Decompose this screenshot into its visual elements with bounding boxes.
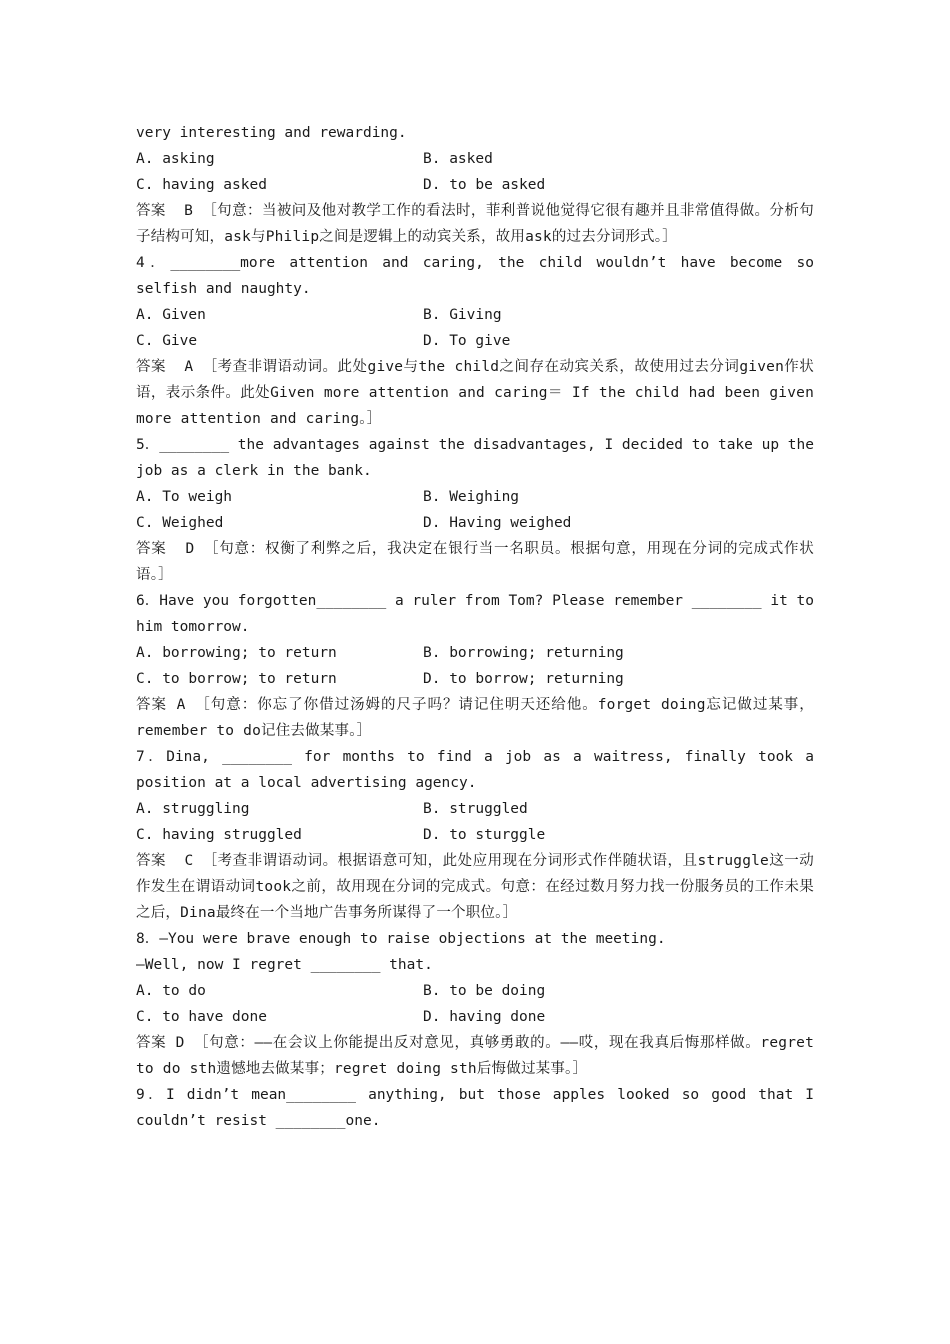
question-6-stem: 6．Have you forgotten________ a ruler from Tom? Please remember ________ it to him tomorrow. — [136, 593, 823, 635]
question-3-options-row-2 — [136, 172, 814, 198]
option-b: B. struggled — [423, 801, 528, 817]
option-b: B. Weighing — [423, 489, 520, 505]
option-b: B. asked — [423, 151, 493, 167]
question-3-options-row-1 — [136, 146, 814, 172]
option-c: C. Give — [136, 333, 198, 349]
question-8-options-row-1 — [136, 978, 814, 1004]
option-c: C. to have done — [136, 1009, 267, 1025]
question-8-options-row-2 — [136, 1004, 814, 1030]
question-5-answer: 答案 D ［句意：权衡了利弊之后，我决定在银行当一名职员。根据句意，用现在分词的完成式作状语。］ — [136, 541, 814, 583]
question-8-reply: —Well, now I regret ________ that. — [136, 957, 433, 973]
option-a: A. borrowing; to return — [136, 645, 337, 661]
option-b: B. to be doing — [423, 983, 546, 999]
question-4-options-row-2 — [136, 328, 814, 354]
question-4-answer: 答案 A ［考查非谓语动词。此处give与the child之间存在动宾关系，故使用过去分词given作状语，表示条件。此处Given more attention and caring＝ If the child had been given more attention and caring。］ — [136, 359, 823, 427]
option-d: D. to sturggle — [423, 827, 546, 843]
option-c: C. having asked — [136, 177, 267, 193]
option-a: A. to do — [136, 983, 206, 999]
option-b: B. borrowing; returning — [423, 645, 624, 661]
option-d: D. To give — [423, 333, 511, 349]
option-c: C. having struggled — [136, 827, 302, 843]
question-6-answer: 答案 A ［句意：你忘了你借过汤姆的尺子吗？请记住明天还给他。forget doing忘记做过某事，remember to do记住去做某事。］ — [136, 697, 814, 739]
question-8-answer: 答案 D ［句意：——在会议上你能提出反对意见，真够勇敢的。——哎，现在我真后悔那样做。regret to do sth遗憾地去做某事；regret doing sth后悔做过某事。］ — [136, 1035, 823, 1077]
question-9-stem: 9．I didn’t mean________ anything, but those apples looked so good that I couldn’t resist ________one. — [136, 1087, 823, 1129]
question-5-stem: 5．________ the advantages against the disadvantages, I decided to take up the job as a clerk in the bank. — [136, 437, 823, 479]
option-d: D. to borrow; returning — [423, 671, 624, 687]
option-c: C. Weighed — [136, 515, 224, 531]
question-4-options-row-1 — [136, 302, 814, 328]
question-7-options-row-1 — [136, 796, 814, 822]
question-7-answer: 答案 C ［考查非谓语动词。根据语意可知，此处应用现在分词形式作伴随状语，且struggle这一动作发生在谓语动词took之前，故用现在分词的完成式。句意：在经过数月努力找一份服务员的工作未果之后，Dina最终在一个当地广告事务所谋得了一个职位。］ — [136, 853, 814, 921]
option-b: B. Giving — [423, 307, 502, 323]
option-d: D. having done — [423, 1009, 546, 1025]
question-5-options-row-2 — [136, 510, 814, 536]
question-6-options-row-2 — [136, 666, 814, 692]
question-8-stem: 8．—You were brave enough to raise objections at the meeting. — [136, 931, 666, 947]
document-body — [136, 120, 823, 1134]
option-a: A. Given — [136, 307, 206, 323]
question-7-stem: 7．Dina, ________ for months to find a job as a waitress, finally took a position at a local advertising agency. — [136, 749, 823, 791]
option-a: A. asking — [136, 151, 215, 167]
question-6-options-row-1 — [136, 640, 814, 666]
question-7-options-row-2 — [136, 822, 814, 848]
question-4-stem: 4．________more attention and caring, the child wouldn’t have become so selfish and naughty. — [136, 255, 823, 297]
question-5-options-row-1 — [136, 484, 814, 510]
question-3-continuation: very interesting and rewarding. — [136, 125, 407, 141]
option-d: D. to be asked — [423, 177, 546, 193]
option-a: A. struggling — [136, 801, 250, 817]
option-a: A. To weigh — [136, 489, 233, 505]
option-d: D. Having weighed — [423, 515, 572, 531]
option-c: C. to borrow; to return — [136, 671, 337, 687]
question-3-answer: 答案 B ［句意：当被问及他对教学工作的看法时，菲利普说他觉得它很有趣并且非常值得做。分析句子结构可知，ask与Philip之间是逻辑上的动宾关系，故用ask的过去分词形式。］ — [136, 203, 814, 245]
